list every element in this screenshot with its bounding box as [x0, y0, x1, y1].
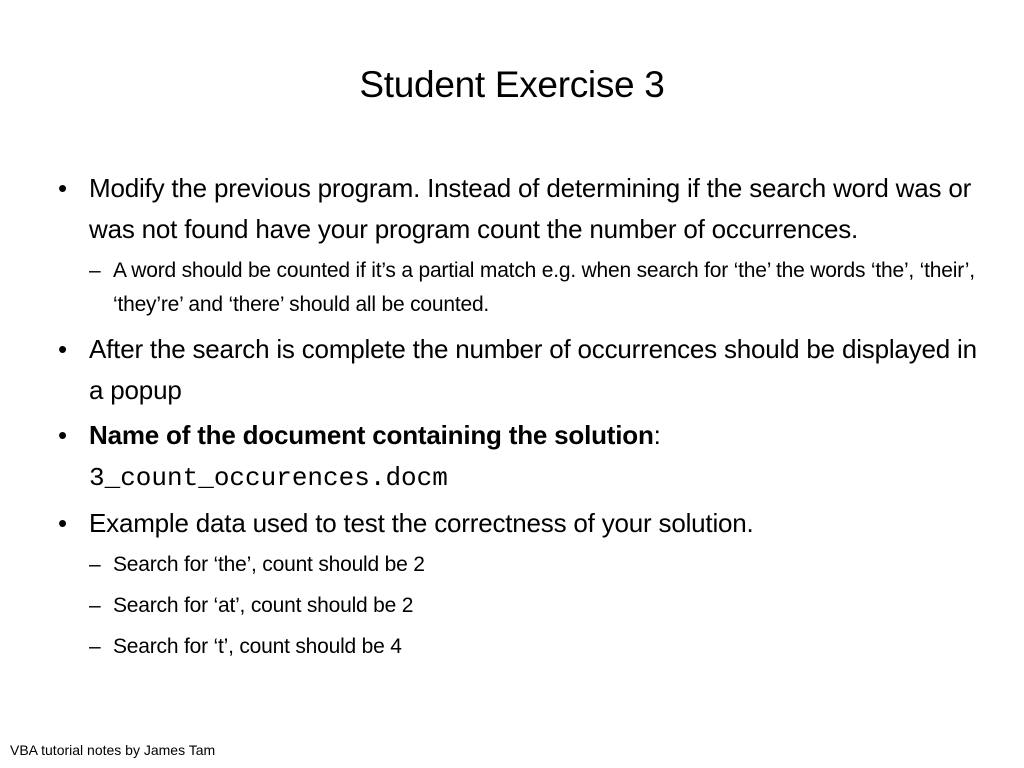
- bullet-icon: •: [58, 508, 67, 538]
- slide-title: Student Exercise 3: [359, 64, 665, 105]
- slide-footer: VBA tutorial notes by James Tam: [10, 742, 216, 758]
- bullet-text: Example data used to test the correctness of your solution.: [89, 508, 754, 538]
- solution-filename: 3_count_occurences.docm: [89, 463, 448, 493]
- sub-bullet-text: Search for ‘at’, count should be 2: [113, 594, 414, 617]
- sub-bullet-search-t: [58, 630, 978, 664]
- bullet-text: Modify the previous program. Instead of determining if the search word was or was not found have your program count the number of occurrences.: [89, 173, 972, 244]
- solution-label: Name of the document containing the solution: [89, 420, 654, 450]
- dash-icon: –: [89, 594, 101, 617]
- sub-bullet-search-at: [58, 589, 978, 623]
- bullet-display-popup: [58, 329, 978, 411]
- sub-bullet-text: Search for ‘the’, count should be 2: [113, 553, 425, 576]
- dash-icon: –: [89, 553, 101, 576]
- dash-icon: –: [89, 259, 101, 282]
- sub-bullet-text: Search for ‘t’, count should be 4: [113, 635, 402, 658]
- dash-icon: –: [89, 635, 101, 658]
- sub-bullet-search-the: [58, 548, 978, 582]
- bullet-icon: •: [58, 334, 67, 364]
- solution-colon: :: [653, 420, 661, 450]
- bullet-modify-program: [58, 168, 978, 250]
- bullet-icon: •: [58, 420, 67, 450]
- bullet-icon: •: [58, 173, 67, 203]
- slide-body: [58, 168, 978, 671]
- bullet-solution-document: [58, 415, 978, 499]
- bullet-text: After the search is complete the number of occurrences should be displayed in a popup: [89, 334, 977, 405]
- bullet-example-data: [58, 503, 978, 544]
- sub-bullet-text: A word should be counted if it’s a partial match e.g. when search for ‘the’ the words ‘the’, ‘their’, ‘they’re’ and ‘there’ should all be counted.: [113, 259, 975, 316]
- sub-bullet-partial-match: [58, 254, 978, 322]
